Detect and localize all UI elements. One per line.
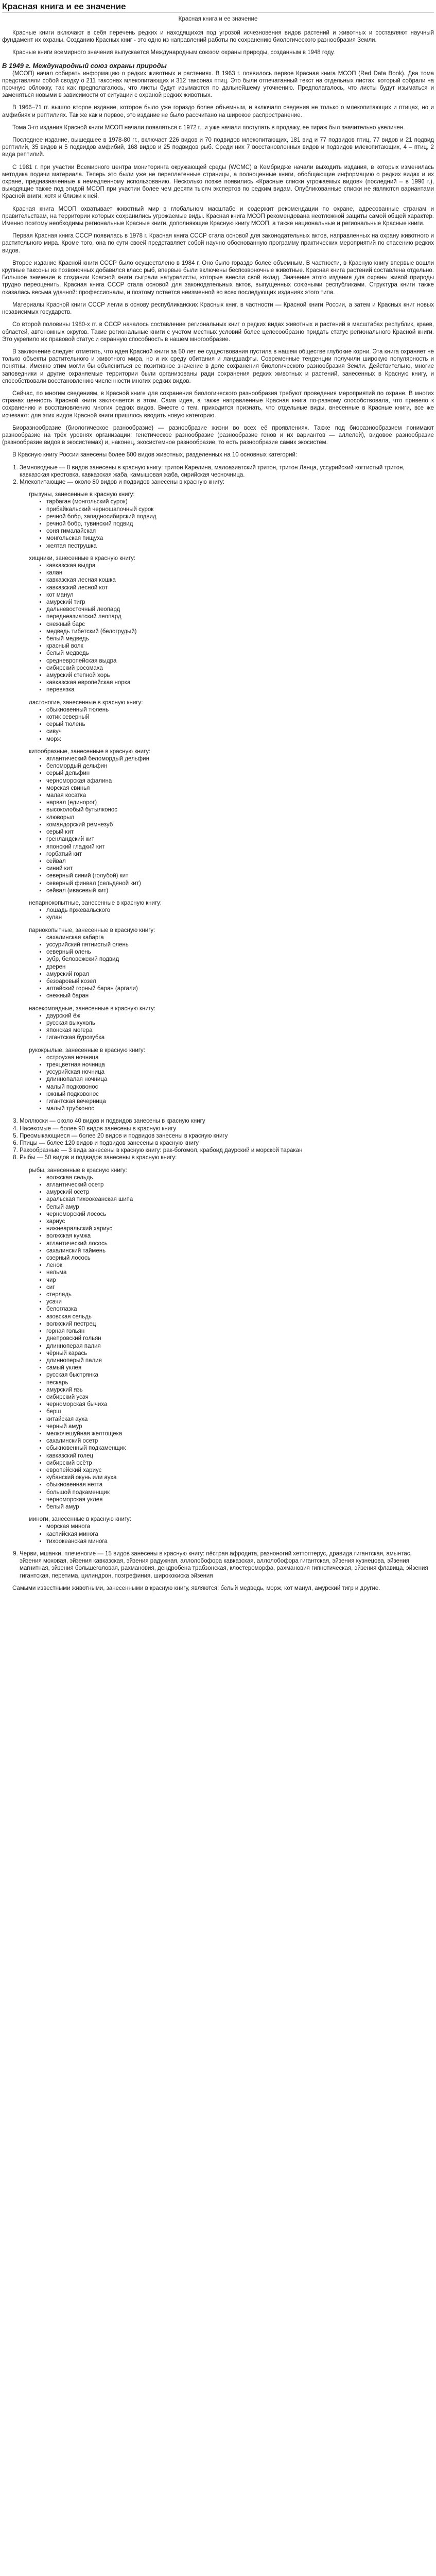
paragraph: Последнее издание, вышедшее в 1978-80 гг., включает 226 видов и 70 подвидов млекопитающих, 181 вид и 77 подвидов птиц, 77 видов и 21 подвид рептилий, 35 видов и 5 подвидов амфибий, 168 видов и 25 подвидов рыб. Среди них 7 восстановленных видов и подвидов млекопитающих, 4 – птиц, 2 вида рептилий.	[2, 137, 434, 158]
species-item: • беломордый дельфин	[46, 762, 434, 770]
species-item: • серый кит	[46, 828, 434, 836]
species-list	[20, 498, 434, 549]
section-heading: В 1949 г. Международный союз охраны природы	[2, 61, 167, 70]
species-list	[20, 562, 434, 694]
species-item: • атлантический осетр	[46, 1181, 434, 1189]
species-item: • ленок	[46, 1262, 434, 1269]
species-item: • чир	[46, 1277, 434, 1284]
species-item: • морж	[46, 736, 434, 743]
species-item: • кулан	[46, 914, 434, 921]
title-bar	[2, 2, 434, 13]
species-item: • чёрный карась	[46, 1350, 434, 1357]
species-item: • гигантская вечерница	[46, 1098, 434, 1105]
species-item: • горная гольян	[46, 1328, 434, 1335]
species-item: • уссурийский пятнистый олень	[46, 941, 434, 948]
category-item	[20, 1140, 434, 1147]
species-item: • речной бобр, западносибирский подвид	[46, 513, 434, 520]
species-item: • котик северный	[46, 714, 434, 721]
species-item: • кубанский окунь или ауха	[46, 1474, 434, 1481]
species-item: • нарвал (единорог)	[46, 799, 434, 806]
species-item: • высоколобый бутылконос	[46, 806, 434, 814]
species-item: • дзерен	[46, 963, 434, 971]
species-item: • мелкочешуйная желтощека	[46, 1430, 434, 1437]
species-item: • озерный лосось	[46, 1255, 434, 1262]
species-item: • кавказский голец	[46, 1452, 434, 1460]
species-item: • днепровский гольян	[46, 1335, 434, 1342]
species-item: • аральская тихоокеанская шипа	[46, 1196, 434, 1203]
species-item: • речной бобр, тувинский подвид	[46, 520, 434, 528]
species-list	[20, 1012, 434, 1042]
species-item: • китайская ауха	[46, 1416, 434, 1423]
species-group-title: насекомоядные, занесенные в красную книгу:	[29, 1005, 155, 1012]
species-item: • амурский степной хорь	[46, 672, 434, 679]
paragraph: Материалы Красной книги СССР легли в основу республиканских Красных книг, в частности — Красной книги России, а затем и Красных книг новых независимых государств.	[2, 301, 434, 316]
species-item: • амурский горал	[46, 971, 434, 978]
species-item: • амурский осетр	[46, 1189, 434, 1196]
category-title: Земноводные — 8 видов занесены в красную книгу: тритон Карелина, малоазиатский тритон, тритон Ланца, уссурийский когтистый тритон, кавказская крестовка, кавказская жаба, камышовая жаба, сирийская чесночница.	[20, 464, 405, 478]
species-item: • кавказская лесная кошка	[46, 577, 434, 584]
category-title: Насекомые — более 90 видов занесены в красную книгу	[20, 1125, 177, 1132]
category-title: Черви, мшанки, плеченогие — 15 видов занесены в красную книгу: пёстрая афродита, разноногий хеттоптерус, дравида гигантская, амынтас, эйзения моховая, эйзения кавказская, эйзения радужная, аллолобофора кавказская, аллолобофора гигантская, эйзения кузнецова, эйзения магнитная, эйзения большеголовая, рахмановия, дендробена трабзонская, клостероморфа, рахмановия гипнотическая, эйзения флавица, эйзения гигантская, перетима, цилиндрон, позгрефиния, ширококиска эйзения	[20, 1550, 428, 1579]
species-item: • северный синий (голубой) кит	[46, 872, 434, 879]
species-item: • переднеазиатский леопард	[46, 613, 434, 620]
species-item: • командорский ремнезуб	[46, 821, 434, 828]
category-item	[20, 1117, 434, 1125]
species-group-title: миноги, занесенные в красную книгу:	[29, 1516, 131, 1523]
species-item: • сахалинская кабарга	[46, 934, 434, 941]
species-item: • обыкновенная нетта	[46, 1481, 434, 1488]
paragraph: Тома 3-го издания Красной книги МСОП начали появляться с 1972 г., и уже начали поступать в продажу, ее тираж был значительно увеличен.	[12, 124, 405, 131]
species-item: • тарбаган (монгольский сурок)	[46, 498, 434, 505]
paragraph: (МСОП) начал собирать информацию о редких животных и растениях. В 1963 г. появилось первое Красная книга МСОП (Red Data Book). Два тома представляли собой сводку о 211 таксонах млекопитающих и 312 таксонах птиц. Это были отпечатанный текст на отдельных листах, который собрали на прочную обложку, так как предполагалось, что листы будут изымаются по дальнейшему уточнению. Предполагалось, что листы будут изыматься и заменяться новыми в зависимости от ситуации с охраной редких животных.	[2, 70, 434, 99]
species-item: • амурский тигр	[46, 599, 434, 606]
species-item: • сахалинский таймень	[46, 1247, 434, 1255]
species-item: • черноморская бычиха	[46, 1401, 434, 1408]
category-list	[2, 464, 434, 1580]
page-subtitle: Красная книга и ее значение	[178, 16, 258, 22]
category-item	[20, 1132, 434, 1140]
species-list	[20, 907, 434, 921]
species-item: • атлантический лосось	[46, 1240, 434, 1247]
species-item: • снежный баран	[46, 992, 434, 999]
species-item: • медведь тибетский (белогрудый)	[46, 628, 434, 635]
species-item: • амурский язь	[46, 1386, 434, 1394]
species-item: • снежный барс	[46, 621, 434, 628]
species-list	[20, 755, 434, 894]
species-item: • длиннопалая ночница	[46, 1076, 434, 1083]
paragraph: Биоразнообразие (биологическое разнообразие) — разнообразие жизни во всех её проявлениях. Также под биоразнообразием понимают разнообразие на трёх уровнях организации: генетическое разнообразие (разнообразие генов и их вариантов — аллелей), видовое разнообразие (разнообразие видов в экосистемах) и, наконец, экосистемное разнообразие, то есть разнообразие самих экосистем.	[2, 425, 434, 446]
category-title: Рыбы — 50 видов и подвидов занесены в красную книгу:	[20, 1155, 177, 1161]
species-item: • берш	[46, 1408, 434, 1415]
species-item: • европейский хариус	[46, 1467, 434, 1474]
species-group-title: парнокопытные, занесенные в красную книгу:	[29, 927, 155, 934]
species-group-title: ластоногие, занесенные в красную книгу:	[29, 699, 143, 706]
species-item: • черноморская афалина	[46, 777, 434, 785]
paragraph: Красные книги включают в себя перечень редких и находящихся под угрозой исчезновения видов растений и животных и составляют научный фундамент их охраны. Созданию Красных книг - это одно из направлений работы по сохранению биологического разнообразия Земли.	[2, 30, 434, 44]
species-item: • нижнеаральский хариус	[46, 1225, 434, 1232]
category-title: Ракообразные — 3 вида занесены в красную книгу: рак-богомол, крабоид даурский и морской таракан	[20, 1147, 303, 1154]
species-item: • сибирский усач	[46, 1394, 434, 1401]
species-item: • алтайский горный баран (аргали)	[46, 985, 434, 992]
paragraph: В Красную книгу России занесены более 500 видов животных, разделенных на 10 основных категорий:	[12, 452, 298, 459]
species-item: • малая косатка	[46, 792, 434, 799]
species-list	[20, 1523, 434, 1545]
category-title: Пресмыкающиеся — более 20 видов и подвидов занесены в красную книгу	[20, 1132, 228, 1139]
species-item: • малый трубконос	[46, 1105, 434, 1112]
species-item: • горбатый кит	[46, 851, 434, 858]
species-item: • самый уклея	[46, 1364, 434, 1371]
species-item: • черноморская уклея	[46, 1496, 434, 1503]
category-item	[20, 464, 434, 479]
page-title: Красная книга и ее значение	[2, 2, 126, 11]
species-item: • черноморский лосось	[46, 1211, 434, 1218]
paragraph: Первая Красная книга СССР появилась в 1978 г. Красная книга СССР стала основой для законодательных актов, направленных на охрану животного и растительного мира. Кроме того, она по сути своей представляет собой научно обоснованную программу практических мероприятий по спасению редких видов.	[2, 233, 434, 254]
species-item: • сейвал	[46, 858, 434, 865]
species-item: • желтая пеструшка	[46, 543, 434, 550]
species-item: • трехцветная ночница	[46, 1061, 434, 1069]
category-item	[20, 1154, 434, 1545]
category-title: Млекопитающие — около 80 видов и подвидов занесены в красную книгу:	[20, 479, 225, 485]
species-item: • калан	[46, 569, 434, 577]
species-item: • сахалинский осетр	[46, 1437, 434, 1445]
species-item: • волжская кумжа	[46, 1232, 434, 1240]
species-item: • белый амур	[46, 1204, 434, 1211]
paragraph: С 1981 г. при участии Всемирного центра мониторинга окружающей среды (WCMC) в Кембридже начали выходить издания, в которых изменилась методика подачи материала. Теперь это были уже не переплетенные страницы, а полноценные книги, обобщающие информацию о редких видах и их охране, предназначенные к немедленному использованию. Несколько позже появились «Красные списки угрожаемых видов» (последний – в 1996 г.), выходящие также под эгидой МСОП при участии более чем десяти тысяч экспертов по редким видам. Опубликованные списки не являются вариантами Красной книги, хотя и близки к ней.	[2, 164, 434, 200]
species-item: • белый амур	[46, 1503, 434, 1511]
species-item: • пескарь	[46, 1379, 434, 1386]
species-item: • кавказский лесной кот	[46, 584, 434, 591]
species-item: • черный амур	[46, 1423, 434, 1430]
species-item: • сивуч	[46, 728, 434, 735]
closing-paragraph: Самыми известными животными, занесенными в красную книгу, являются: белый медведь, морж, кот манул, амурский тигр и другие.	[12, 1585, 380, 1591]
species-item: • синий кит	[46, 865, 434, 872]
species-item: • средневропейская выдра	[46, 657, 434, 665]
category-item	[20, 1125, 434, 1132]
species-item: • серый дельфин	[46, 770, 434, 777]
species-item: • усачи	[46, 1298, 434, 1306]
species-item: • русская быстрянка	[46, 1371, 434, 1379]
species-item: • северный олень	[46, 948, 434, 956]
species-item: • стерлядь	[46, 1291, 434, 1298]
species-item: • лошадь пржевальского	[46, 907, 434, 914]
species-item: • каспийская минога	[46, 1531, 434, 1538]
species-list	[20, 706, 434, 743]
species-item: • белоглазка	[46, 1306, 434, 1313]
species-item: • морская минога	[46, 1523, 434, 1530]
category-item	[20, 479, 434, 1112]
species-group-title: непарнокопытные, занесенные в красную книгу:	[29, 900, 162, 906]
species-item: • кавказская европейская норка	[46, 679, 434, 686]
paragraph: Сейчас, по многим сведениям, в Красной книге для сохранения биологического разнообразия требуют проведения мероприятий по охране. В многих странах ценность Красной книги заключается в этом. Сама идея, а также направленные Красная книга по-разному способствовала, что привело к сохранению и восстановлению многих редких видов. Вместе с тем, приходится признать, что отдельные виды, внесенные в Красные книги, все же исчезают: для этих видов Красной книги пришлось вводить новую категорию.	[2, 390, 434, 419]
species-item: • кавказская выдра	[46, 562, 434, 569]
species-item: • дальневосточный леопард	[46, 606, 434, 613]
species-item: • хариус	[46, 1218, 434, 1225]
species-item: • длинноперая палия	[46, 1343, 434, 1350]
species-item: • серый тюлень	[46, 721, 434, 728]
species-list	[20, 1174, 434, 1511]
section-body	[2, 70, 434, 459]
species-item: • русская выхухоль	[46, 1020, 434, 1027]
species-item: • атлантический беломордый дельфин	[46, 755, 434, 762]
species-item: • гигантская бурозубка	[46, 1034, 434, 1041]
species-item: • сейвал (ивасевый кит)	[46, 887, 434, 894]
species-group-title: грызуны, занесенные в красную книгу:	[29, 492, 135, 498]
species-item: • южный подковонос	[46, 1091, 434, 1098]
species-item: • сибирский осётр	[46, 1460, 434, 1467]
species-item: • белый медведь	[46, 650, 434, 657]
species-group-title: рукокрылые, занесенные в красную книгу:	[29, 1047, 145, 1054]
paragraph: Второе издание Красной книги СССР было осуществлено в 1984 г. Оно было гораздо более объемным. В частности, в Красную книгу впервые вошли крупные таксоны из позвоночных добавился класс рыб, впервые были включены беспозвоночные животные. Красная книга растений составлена отдельно. Большое значение в создании Красной книги сыграли натуралисты, которые внесли свой вклад. Значение этого издания для охраны живой природы трудно переоценить. Красная книга СССР стала основой для законодательных актов, выпущенных союзными республиками. Структура книги также оказалась весьма удачной: профессионалы, и поэтому остается неизменной во всех последующих изданиях этого типа.	[2, 260, 434, 296]
species-item: • зубр, беловежский подвид	[46, 956, 434, 963]
species-item: • волжский пестрец	[46, 1320, 434, 1328]
species-item: • клюворыл	[46, 814, 434, 821]
species-item: • северный финвал (сельдяной кит)	[46, 880, 434, 887]
species-item: • длинноперый палия	[46, 1357, 434, 1364]
species-item: • гренландский кит	[46, 836, 434, 843]
category-title: Моллюски — около 40 видов и подвидов занесены в красную книгу	[20, 1118, 205, 1125]
category-item	[20, 1550, 434, 1580]
species-item: • соня гималайская	[46, 528, 434, 535]
paragraph: Со второй половины 1980-х гг. в СССР началось составление региональных книг о редких видах животных и растений в масштабах республик, краев, областей, автономных округов. Такие региональные книги с учетом местных условий более целесообразно придать статус регионального Красной книги. Это укрепило их правовой статус и охранную способность в нашем многообразие.	[2, 321, 434, 343]
species-item: • красный волк	[46, 642, 434, 650]
species-group-title: китообразные, занесенные в красную книгу:	[29, 748, 151, 755]
species-item: • безоаровый козел	[46, 978, 434, 985]
species-item: • морская свинья	[46, 785, 434, 792]
species-item: • белый медведь	[46, 635, 434, 642]
paragraph: Красные книги всемирного значения выпускается Международным союзом охраны природы, созданным в 1948 году.	[12, 49, 335, 56]
species-item: • монгольская пищуха	[46, 535, 434, 542]
species-list	[20, 934, 434, 1000]
species-item: • прибайкальский черношапочный сурок	[46, 506, 434, 513]
species-group-title: хищники, занесенные в красную книгу:	[29, 555, 136, 562]
species-item: • японская могера	[46, 1027, 434, 1034]
species-item: • большой подкаменщик	[46, 1489, 434, 1496]
species-item: • остроухая ночница	[46, 1054, 434, 1061]
paragraph: В 1966–71 гг. вышло второе издание, которое было уже гораздо более объемным, и включало сведения не только о млекопитающих и птицах, но и амфибиях и рептилиях. Так же как и первое, это издание не было рассчитано на широкое распространение.	[2, 105, 434, 118]
species-item: • волжская сельдь	[46, 1174, 434, 1181]
species-group-title: рыбы, занесенные в красную книгу:	[29, 1167, 127, 1174]
intro-section	[2, 29, 434, 57]
species-list	[20, 1054, 434, 1113]
species-item: • перевязка	[46, 686, 434, 693]
paragraph: В заключение следует отметить, что идея Красной книги за 50 лет ее существования пустила в нашем обществе глубокие корни. Эта книга охраняет не только объекты растительного и животного мира, но и их среду обитания и ландшафты. Современные тенденции получили широкую популярность и понятны. Именно этим могли бы объясниться ее позитивное значение в деле сохранения биологического разнообразия Земли. Действительно, многие заповедники и другие охраняемые территории были организованы ради сохранения редких животных и растений, занесенных в Красную книгу, и способствовали восстановлению численности многих редких видов.	[2, 348, 434, 384]
species-item: • нельма	[46, 1269, 434, 1276]
category-title: Птицы — более 120 видов и подвидов занесены в красную книгу	[20, 1140, 199, 1147]
species-item: • обыкновенный подкаменщик	[46, 1445, 434, 1452]
species-item: • сиг	[46, 1284, 434, 1291]
species-item: • малый подковонос	[46, 1083, 434, 1091]
species-item: • японский гладкий кит	[46, 843, 434, 851]
species-item: • уссурийская ночница	[46, 1069, 434, 1076]
species-item: • азовская сельдь	[46, 1313, 434, 1320]
species-item: • сибирский росомаха	[46, 665, 434, 672]
species-item: • тихоокеанская минога	[46, 1538, 434, 1545]
species-item: • даурский ёж	[46, 1012, 434, 1020]
species-item: • обыкновенный тюлень	[46, 706, 434, 714]
species-item: • кот манул	[46, 591, 434, 599]
paragraph: Красная книга МСОП охватывает животный мир в глобальном масштабе и содержит рекомендации по охране, адресованные странам и правительствам, на территории которых сохранились угрожаемые виды. Красная книга МСОП рекомендована неотложной защиты самой общей характер. Именно поэтому необходимы региональные Красные книги, дополняющие Красную книгу МСОП, а также национальные и региональные Красные книги.	[2, 206, 434, 227]
category-item	[20, 1147, 434, 1154]
